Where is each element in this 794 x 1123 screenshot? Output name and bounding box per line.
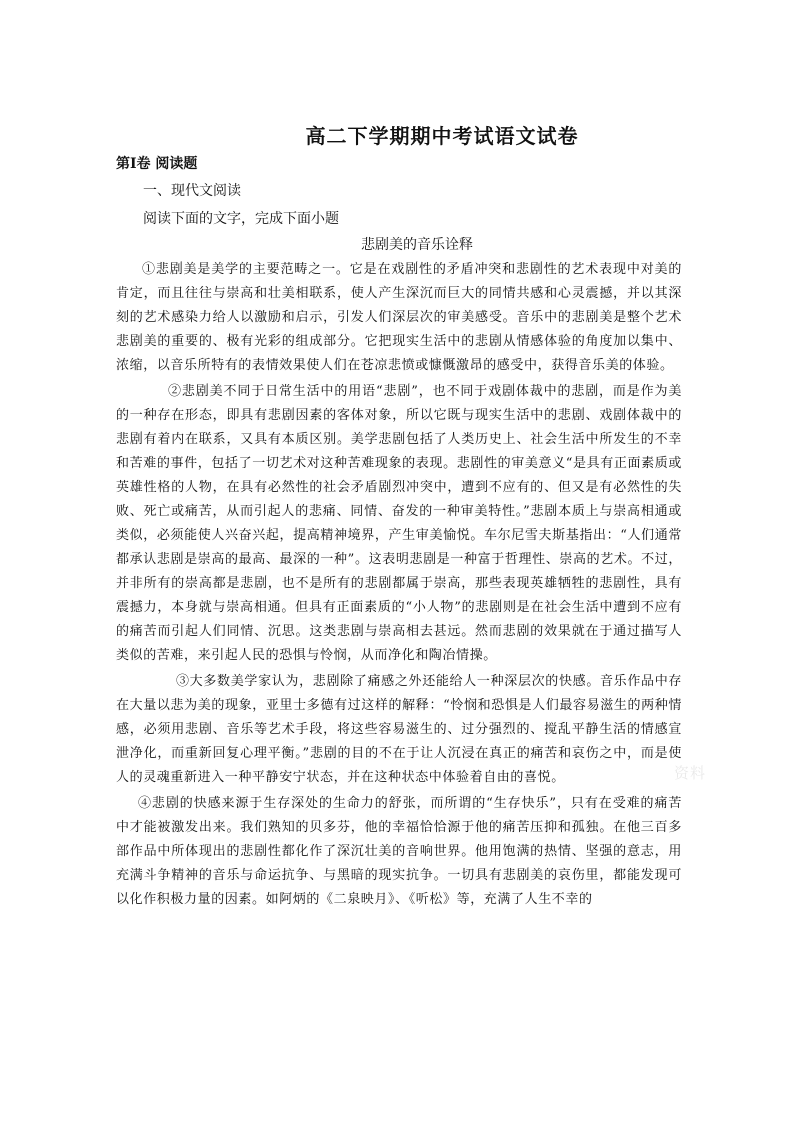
section-heading: 一、现代文阅读 — [143, 183, 241, 199]
exam-title: 高二下学期期中考试语文试卷 — [305, 124, 579, 148]
paragraph-1: ①悲剧美是美学的主要范畴之一。它是在戏剧性的矛盾冲突和悲剧性的艺术表现中对美的肯定，而且往往与崇高和壮美相联系，使人产生深沉而巨大的同情共感和心灵震撼，并以其深刻的艺术感染力给人以激励和启示，引发人们深层次的审美感受。音乐中的悲剧美是整个艺术悲剧美的重要的、极有光彩的组成部分。它把现实生活中的悲剧从情感体验的角度加以集中、浓缩，以音乐所特有的表情效果使人们在苍凉悲愤或慷慨激昂的感受中，获得音乐美的体验。 — [116, 262, 682, 373]
essay-title: 悲剧美的音乐诠释 — [361, 237, 473, 253]
essay-body — [116, 258, 682, 914]
paragraph-3: ③大多数美学家认为，悲剧除了痛感之外还能给人一种深层次的快感。音乐作品中存在大量以悲为美的现象，亚里士多德有过这样的解释：“怜悯和恐惧是人们最容易滋生的两种情感，必须用悲剧、音乐等艺术手段，将这些容易滋生的、过分强烈的、搅乱平静生活的情感宣泄净化，而重新回复心理平衡。”悲剧的目的不在于让人沉浸在真正的痛苦和哀伤之中，而是使人的灵魂重新进入一种平静安宁状态，并在这种状态中体验着自由的喜悦。 — [116, 674, 682, 785]
part-heading: 第Ⅰ卷 阅读题 — [116, 156, 198, 172]
paragraph-4: ④悲剧的快感来源于生存深处的生命力的舒张，而所谓的“生存快乐”，只有在受难的痛苦中才能被激发出来。我们熟知的贝多芬，他的幸福恰恰源于他的痛苦压抑和孤独。在他三百多部作品中所体现出的悲剧性都化作了深沉壮美的音响世界。他用饱满的热情、坚强的意志，用充满斗争精神的音乐与命运抗争、与黑暗的现实抗争。一切具有悲剧美的哀伤里，都能发现可以化作积极力量的因素。如阿炳的《二泉映月》、《听松》等，充满了人生不幸的 — [116, 796, 682, 907]
paragraph-2: ②悲剧美不同于日常生活中的用语“悲剧”，也不同于戏剧体裁中的悲剧，而是作为美的一种存在形态，即具有悲剧因素的客体对象，所以它既与现实生活中的悲剧、戏剧体裁中的悲剧有着内在联系，又具有本质区别。美学悲剧包括了人类历史上、社会生活中所发生的不幸和苦难的事件，包括了一切艺术对这种苦难现象的表现。悲剧性的审美意义“是具有正面素质或英雄性格的人物，在具有必然性的社会矛盾剧烈冲突中，遭到不应有的、但又是有必然性的失败、死亡或痛苦，从而引起人的悲痛、同情、奋发的一种审美特性。”悲剧本质上与崇高相通或类似，必须能使人兴奋兴起，提高精神境界，产生审美愉悦。车尔尼雪夫斯基指出：“人们通常都承认悲剧是崇高的最高、最深的一种”。这表明悲剧是一种富于哲理性、崇高的艺术。不过，并非所有的崇高都是悲剧，也不是所有的悲剧都属于崇高，那些表现英雄牺牲的悲剧性，具有震撼力，本身就与崇高相通。但具有正面素质的“小人物”的悲剧则是在社会生活中遭到不应有的痛苦而引起人们同情、沉思。这类悲剧与崇高相去甚远。然而悲剧的效果就在于通过描写人类似的苦难，来引起人民的恐惧与怜悯，从而净化和陶冶情操。 — [116, 384, 682, 663]
watermark-logo: 资料 — [674, 764, 707, 782]
reading-instruction: 阅读下面的文字，完成下面小题 — [143, 211, 339, 227]
